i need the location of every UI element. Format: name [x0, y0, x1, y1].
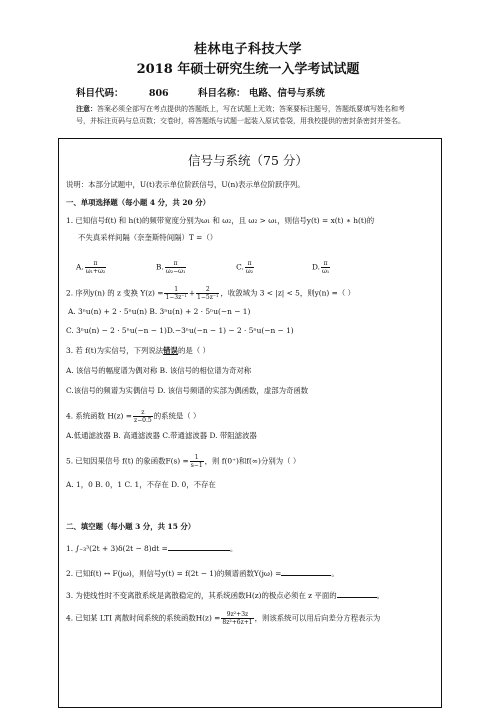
- question-1-line-2: 不失真采样间隔（奈奎斯特间隔）T =（）: [78, 233, 218, 242]
- q1-option-a-fraction: [85, 260, 107, 275]
- section-1-heading: 一、单项选择题（每小题 4 分，共 20 分）: [66, 198, 210, 207]
- q4-prefix: 4. 系统函数 H(z) =: [66, 411, 132, 421]
- subject-code-label: 科目代码：: [76, 88, 124, 99]
- q2-suffix: ，收敛域为 3 < |z| < 5，则y(n) =（ ）: [220, 288, 355, 298]
- question-3-options-cd: C.该信号的频谱为实偶信号 D. 该信号频谱的实部为偶函数，虚部为奇函数: [66, 386, 309, 395]
- f4-num: 9z²+3z: [221, 611, 253, 619]
- q2-f1-den: 1−3z⁻¹: [165, 294, 187, 301]
- notice: [76, 103, 436, 127]
- fill-3-blank: [337, 589, 377, 598]
- f4-den: 8z²+6z+1: [222, 619, 253, 626]
- f4-fraction: [221, 611, 253, 626]
- notice-line-2: 号，并标注页码与总页数；交卷时，将答题纸与试题一起装入原试卷袋，用我校提供的密封条密封并签名。: [76, 117, 405, 125]
- question-1-options: [76, 260, 331, 275]
- f1-suffix: 。: [229, 544, 238, 553]
- f2-prefix: 2. 已知f(t) ↔ F(jω)，则信号y(t) = f(2t − 1)的频谱函数Y(jω) =: [66, 569, 282, 578]
- q3-suffix: 的是（ ）: [177, 346, 210, 355]
- q2-fraction-2: [196, 286, 219, 301]
- f3-prefix: 3. 为使线性时不变离散系统是离散稳定的，其系统函数H(z)的极点必须在 z 平面的: [66, 591, 337, 600]
- q1-option-c-fraction: [245, 260, 254, 275]
- q3-emphasis: 错误: [163, 346, 178, 355]
- exam-title: 2018 年硕士研究生统一入学考试试题: [136, 62, 360, 77]
- subject-code: 806: [148, 88, 169, 99]
- subject-name-label: 科目名称：: [197, 88, 246, 99]
- fill-4: [66, 611, 380, 626]
- q3-prefix: 3. 若 f(t)为实信号，下列说法: [66, 346, 164, 355]
- q2-f1-num: 1: [164, 286, 187, 294]
- question-3-options-ab: A. 该信号的幅度谱为偶对称 B. 该信号的相位谱为奇对称: [66, 366, 252, 375]
- question-5-options: A. 1，0 B. 0，1 C. 1，不存在 D. 0，不存在: [66, 480, 216, 489]
- q1-option-a: A.: [76, 262, 84, 272]
- q1-option-d-fraction: [321, 260, 330, 275]
- section-2-heading: 二、填空题（每小题 3 分，共 15 分）: [66, 522, 196, 531]
- q4-num: z: [133, 409, 153, 417]
- q2-prefix: 2. 序列y(n) 的 z 变换 Y(z) =: [66, 288, 164, 298]
- q5-prefix: 5. 已知因果信号 f(t) 的象函数F(s) =: [66, 456, 189, 466]
- q1-d-den: ω₁: [321, 268, 330, 275]
- q1-d-num: π: [321, 260, 330, 268]
- q1-b-den: ω₂−ω₁: [165, 268, 186, 275]
- intro-text: 说明：本部分试题中，U(t)表示单位阶跃信号，U(n)表示单位阶跃序列。: [66, 180, 305, 189]
- question-4-options: A.低通滤波器 B. 高通滤波器 C.带通滤波器 D. 带阻滤波器: [66, 431, 257, 440]
- fill-2: [66, 567, 339, 579]
- q5-fraction: [190, 454, 204, 469]
- fill-1-blank: [168, 542, 230, 551]
- q5-suffix: ，则 f(0⁺)和f(∞)分别为（ ）: [204, 456, 301, 466]
- question-2-options-ab: A. 3ⁿu(n) + 2 · 5ⁿu(n) B. 3ⁿu(n) + 2 · 5ⁿu(−n − 1): [68, 307, 251, 316]
- subject-name: 电路、信号与系统: [248, 88, 325, 99]
- f3-suffix: 。: [376, 591, 385, 600]
- notice-line-1: 答案必须全部写在考点提供的答题纸上，写在试题上无效；答案要标注题号，答题纸要填写姓名和考: [97, 105, 405, 113]
- subject-line: [76, 85, 325, 99]
- question-2-stem: [66, 286, 355, 301]
- q5-num: 1: [190, 454, 204, 462]
- q1-c-num: π: [245, 260, 254, 268]
- fill-1: [66, 542, 237, 554]
- q2-fraction-1: [164, 286, 187, 301]
- question-3-stem: [66, 346, 210, 356]
- q1-b-num: π: [165, 260, 187, 268]
- q4-suffix: 的系统是（ ）: [153, 411, 201, 421]
- q1-a-num: π: [85, 260, 107, 268]
- f1-prefix: 1. ∫₋₃³(2t + 3)δ(2t − 8)dt =: [66, 544, 168, 553]
- q1-option-d: D.: [311, 262, 320, 272]
- f4-prefix: 4. 已知某 LTI 离散时间系统的系统函数H(z) =: [66, 613, 221, 623]
- notice-label: 注意：: [76, 104, 97, 113]
- f4-suffix: ，则该系统可以用后向差分方程表示为: [254, 613, 381, 623]
- q1-option-c: C.: [236, 262, 244, 272]
- question-2-options-cd: C. 3ⁿu(n) − 2 · 5ⁿu(−n − 1)D.−3ⁿu(−n − 1) − 2 · 5ⁿu(−n − 1): [66, 326, 294, 335]
- q2-f2-num: 2: [196, 286, 219, 294]
- q1-option-b-fraction: [165, 260, 187, 275]
- q2-f2-den: 1−5z⁻¹: [197, 294, 219, 301]
- fill-3: [66, 589, 384, 601]
- school-name: 桂林电子科技大学: [193, 42, 302, 57]
- fill-2-blank: [281, 567, 331, 576]
- q1-c-den: ω₂: [245, 268, 254, 275]
- q2-plus: +: [188, 288, 196, 298]
- paper-title: 信号与系统（75 分）: [188, 153, 308, 168]
- q5-den: s−1: [190, 462, 203, 469]
- q1-a-den: ω₁+ω₂: [85, 268, 106, 275]
- question-1-line-1: 1. 已知信号f(t) 和 h(t)的频带宽度分别为ω₁ 和 ω₂，且 ω₂ > ω₁，则信号y(t) = x(t) ∗ h(t)的: [66, 216, 375, 225]
- f2-suffix: 。: [331, 569, 339, 578]
- q1-option-b: B.: [156, 262, 164, 272]
- q4-den: z−0.5: [133, 417, 152, 424]
- question-5-stem: [66, 454, 300, 469]
- q4-fraction: [133, 409, 153, 424]
- question-4-stem: [66, 409, 200, 424]
